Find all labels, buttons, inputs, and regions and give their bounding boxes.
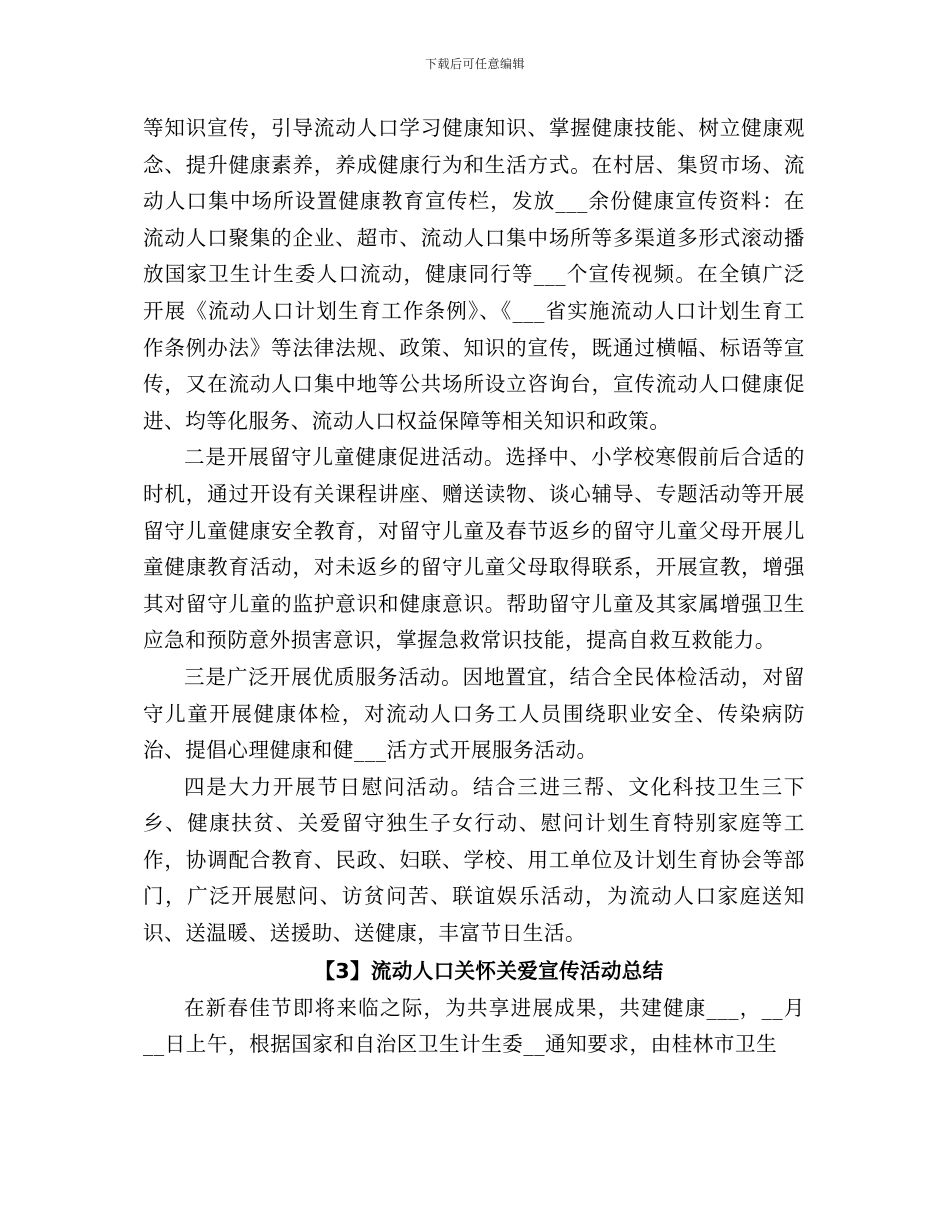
paragraph-left-behind-children: 二是开展留守儿童健康促进活动。选择中、小学校寒假前后合适的时机，通过开设有关课程讲座、赠送读物、谈心辅导、专题活动等开展留守儿童健康安全教育，对留守儿童及春节返乡的留守儿童父母开展儿童健康教育活动，对未返乡的留守儿童父母取得联系，开展宣教，增强其对留守儿童的监护意识和健康意识。帮助留守儿童及其家属增强卫生应急和预防意外损害意识，掌握急救常识技能，提高自救互救能力。 xyxy=(143,445,805,653)
section-heading: 【3】流动人口关怀关爱宣传活动总结 xyxy=(314,958,664,983)
document-body xyxy=(143,110,805,1063)
paragraph-section-intro: 在新春佳节即将来临之际，为共享进展成果，共建健康___，__月__日上午，根据国家和自治区卫生计生委__通知要求，由桂林市卫生 xyxy=(143,995,805,1057)
paragraph-holiday-visits: 四是大力开展节日慰问活动。结合三进三帮、文化科技卫生三下乡、健康扶贫、关爱留守独生子女行动、慰问计划生育特别家庭等工作，协调配合教育、民政、妇联、学校、用工单位及计划生育协会等部门，广泛开展慰问、访贫问苦、联谊娱乐活动，为流动人口家庭送知识、送温暖、送援助、送健康，丰富节日生活。 xyxy=(143,774,805,946)
page-header-note: 下载后可任意编辑 xyxy=(424,57,525,71)
paragraph-quality-service: 三是广泛开展优质服务活动。因地置宜，结合全民体检活动，对留守儿童开展健康体检，对流动人口务工人员围绕职业安全、传染病防治、提倡心理健康和健___活方式开展服务活动。 xyxy=(143,664,805,763)
paragraph-continued: 等知识宣传，引导流动人口学习健康知识、掌握健康技能、树立健康观念、提升健康素养，养成健康行为和生活方式。在村居、集贸市场、流动人口集中场所设置健康教育宣传栏，发放___余份健康宣传资料：在流动人口聚集的企业、超市、流动人口集中场所等多渠道多形式滚动播放国家卫生计生委人口流动，健康同行等___个宣传视频。在全镇广泛开展《流动人口计划生育工作条例》、《___省实施流动人口计划生育工作条例办法》等法律法规、政策、知识的宣传，既通过横幅、标语等宣传，又在流动人口集中地等公共场所设立咨询台，宣传流动人口健康促进、均等化服务、流动人口权益保障等相关知识和政策。 xyxy=(143,116,805,433)
